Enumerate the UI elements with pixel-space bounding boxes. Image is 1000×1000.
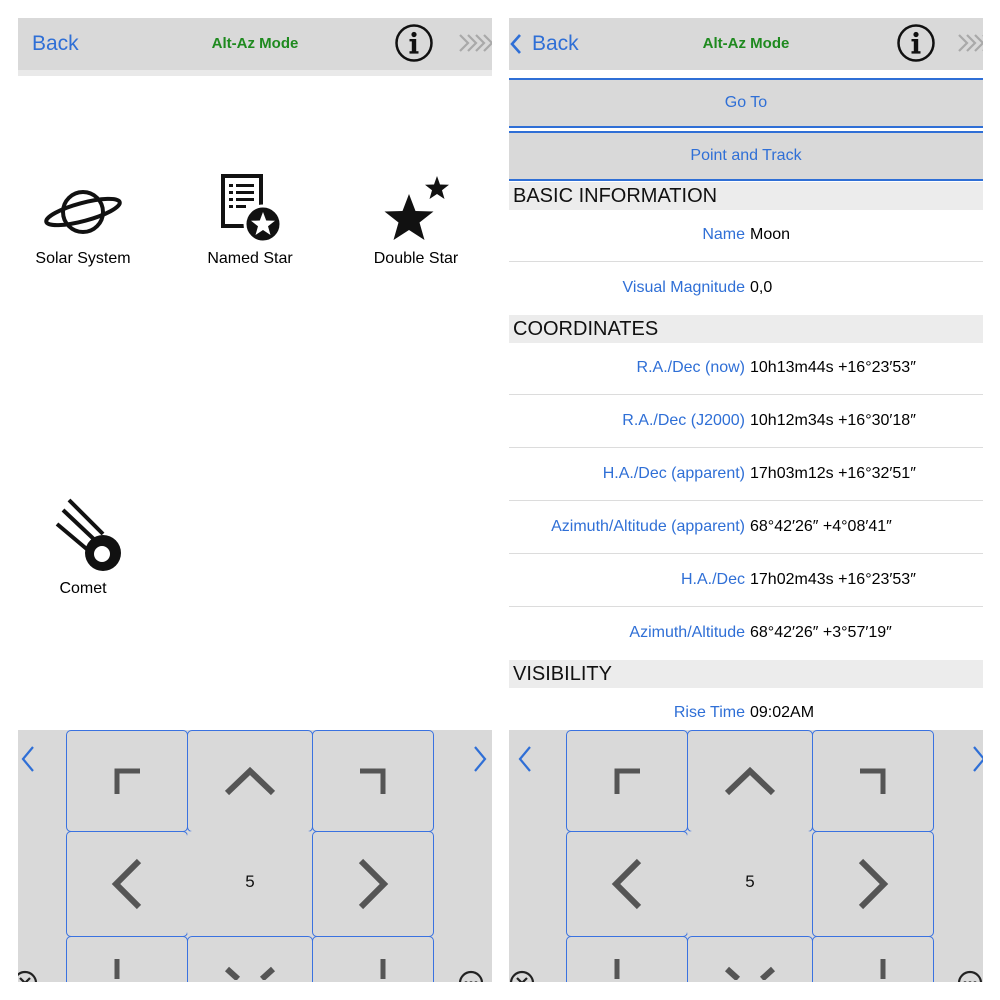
chevron-down-icon bbox=[224, 966, 276, 980]
info-row-name bbox=[509, 210, 983, 263]
corner-up-right-icon bbox=[358, 766, 388, 796]
row-value: 17h02m43s +16°23′53″ bbox=[750, 571, 916, 588]
chevron-right-icon bbox=[356, 858, 390, 910]
section-header-coordinates: COORDINATES bbox=[509, 315, 983, 343]
slew-down-right-button[interactable] bbox=[812, 936, 934, 982]
info-icon[interactable] bbox=[394, 23, 434, 63]
category-comet[interactable] bbox=[18, 496, 153, 598]
category-label: Double Star bbox=[373, 250, 459, 267]
slew-rate-display bbox=[187, 831, 313, 937]
row-label: Rise Time bbox=[673, 704, 745, 721]
divider bbox=[509, 126, 983, 128]
more-options-icon[interactable] bbox=[957, 970, 983, 982]
row-label: Azimuth/Altitude (apparent) bbox=[551, 518, 745, 535]
row-label: H.A./Dec (apparent) bbox=[602, 465, 745, 482]
row-label: H.A./Dec bbox=[680, 571, 745, 588]
row-label: R.A./Dec (now) bbox=[636, 359, 745, 376]
slew-rate-value: 5 bbox=[245, 872, 255, 891]
row-label: Azimuth/Altitude bbox=[629, 624, 745, 641]
info-row-visual-magnitude bbox=[509, 263, 983, 316]
section-header-visibility: VISIBILITY bbox=[509, 660, 983, 688]
chevron-right-icon bbox=[856, 858, 890, 910]
section-header-basic: BASIC INFORMATION bbox=[509, 182, 983, 210]
chevron-up-icon bbox=[224, 766, 276, 796]
nav-bar bbox=[18, 18, 492, 70]
corner-down-right-icon bbox=[358, 959, 388, 979]
info-row-hadec bbox=[509, 555, 983, 608]
next-arrow-icon[interactable] bbox=[470, 744, 490, 774]
row-value: 10h13m44s +16°23′53″ bbox=[750, 359, 916, 376]
info-row-hadec-apparent bbox=[509, 449, 983, 502]
row-label: R.A./Dec (J2000) bbox=[622, 412, 745, 429]
slew-right-button[interactable] bbox=[812, 831, 934, 937]
category-label: Named Star bbox=[207, 250, 293, 267]
prev-arrow-icon[interactable] bbox=[515, 744, 535, 774]
corner-down-left-icon bbox=[112, 959, 142, 979]
info-icon[interactable] bbox=[896, 23, 936, 63]
slew-up-button[interactable] bbox=[187, 730, 313, 832]
mode-title: Alt-Az Mode bbox=[702, 35, 790, 52]
slew-rate-display bbox=[687, 831, 813, 937]
row-value: 17h03m12s +16°32′51″ bbox=[750, 465, 916, 482]
goto-button[interactable]: Go To bbox=[509, 80, 983, 126]
next-arrow-icon[interactable] bbox=[969, 744, 983, 774]
category-label: Comet bbox=[59, 580, 107, 597]
row-divider bbox=[509, 500, 983, 501]
back-button[interactable]: Back bbox=[532, 32, 579, 55]
cancel-circle-icon[interactable] bbox=[509, 970, 535, 982]
cancel-circle-icon[interactable] bbox=[18, 970, 38, 982]
more-chevrons-icon[interactable] bbox=[458, 32, 492, 54]
chevron-down-icon bbox=[724, 966, 776, 980]
planet-icon bbox=[41, 176, 125, 246]
nav-bar bbox=[509, 18, 983, 70]
back-button[interactable]: Back bbox=[32, 32, 79, 55]
corner-down-right-icon bbox=[858, 959, 888, 979]
row-value: 0,0 bbox=[750, 279, 773, 296]
slew-down-right-button[interactable] bbox=[312, 936, 434, 982]
slew-down-left-button[interactable] bbox=[566, 936, 688, 982]
nav-divider bbox=[18, 70, 492, 76]
slew-left-button[interactable] bbox=[566, 831, 688, 937]
row-divider bbox=[509, 394, 983, 395]
category-named-star[interactable] bbox=[180, 172, 320, 268]
corner-up-right-icon bbox=[858, 766, 888, 796]
category-screen bbox=[18, 18, 492, 982]
object-detail-screen bbox=[509, 18, 983, 982]
category-solar-system[interactable] bbox=[18, 176, 153, 268]
slew-down-button[interactable] bbox=[687, 936, 813, 982]
slew-up-right-button[interactable] bbox=[812, 730, 934, 832]
comet-icon bbox=[41, 496, 125, 576]
row-value: 68°42′26″ +3°57′19″ bbox=[750, 624, 892, 641]
double-star-icon bbox=[379, 172, 453, 246]
row-value: 09:02AM bbox=[750, 704, 815, 721]
star-catalog-icon bbox=[215, 172, 285, 246]
row-divider bbox=[509, 447, 983, 448]
info-row-azalt-apparent bbox=[509, 502, 983, 555]
info-row-radec-now bbox=[509, 343, 983, 396]
info-row-azalt bbox=[509, 608, 983, 661]
corner-down-left-icon bbox=[612, 959, 642, 979]
row-value: 68°42′26″ +4°08′41″ bbox=[750, 518, 892, 535]
row-divider bbox=[509, 261, 983, 262]
row-divider bbox=[509, 606, 983, 607]
direction-keypad bbox=[509, 730, 983, 982]
slew-rate-value: 5 bbox=[745, 872, 755, 891]
point-and-track-button[interactable]: Point and Track bbox=[509, 133, 983, 179]
row-divider bbox=[509, 553, 983, 554]
slew-down-button[interactable] bbox=[187, 936, 313, 982]
direction-keypad bbox=[18, 730, 492, 982]
more-chevrons-icon[interactable] bbox=[957, 32, 983, 54]
category-double-star[interactable] bbox=[346, 172, 486, 268]
chevron-left-icon bbox=[610, 858, 644, 910]
mode-title: Alt-Az Mode bbox=[211, 35, 299, 52]
category-label: Solar System bbox=[35, 250, 131, 267]
slew-up-button[interactable] bbox=[687, 730, 813, 832]
corner-up-left-icon bbox=[612, 766, 642, 796]
row-label: Visual Magnitude bbox=[622, 279, 745, 296]
more-options-icon[interactable] bbox=[458, 970, 484, 982]
slew-down-left-button[interactable] bbox=[66, 936, 188, 982]
info-row-radec-j2000 bbox=[509, 396, 983, 449]
slew-up-right-button[interactable] bbox=[312, 730, 434, 832]
prev-arrow-icon[interactable] bbox=[18, 744, 38, 774]
slew-right-button[interactable] bbox=[312, 831, 434, 937]
row-value: Moon bbox=[750, 226, 791, 243]
divider bbox=[509, 179, 983, 181]
chevron-left-icon bbox=[110, 858, 144, 910]
slew-up-left-button[interactable] bbox=[566, 730, 688, 832]
row-value: 10h12m34s +16°30′18″ bbox=[750, 412, 916, 429]
row-label: Name bbox=[702, 226, 745, 243]
corner-up-left-icon bbox=[112, 766, 142, 796]
slew-left-button[interactable] bbox=[66, 831, 188, 937]
chevron-up-icon bbox=[724, 766, 776, 796]
slew-up-left-button[interactable] bbox=[66, 730, 188, 832]
